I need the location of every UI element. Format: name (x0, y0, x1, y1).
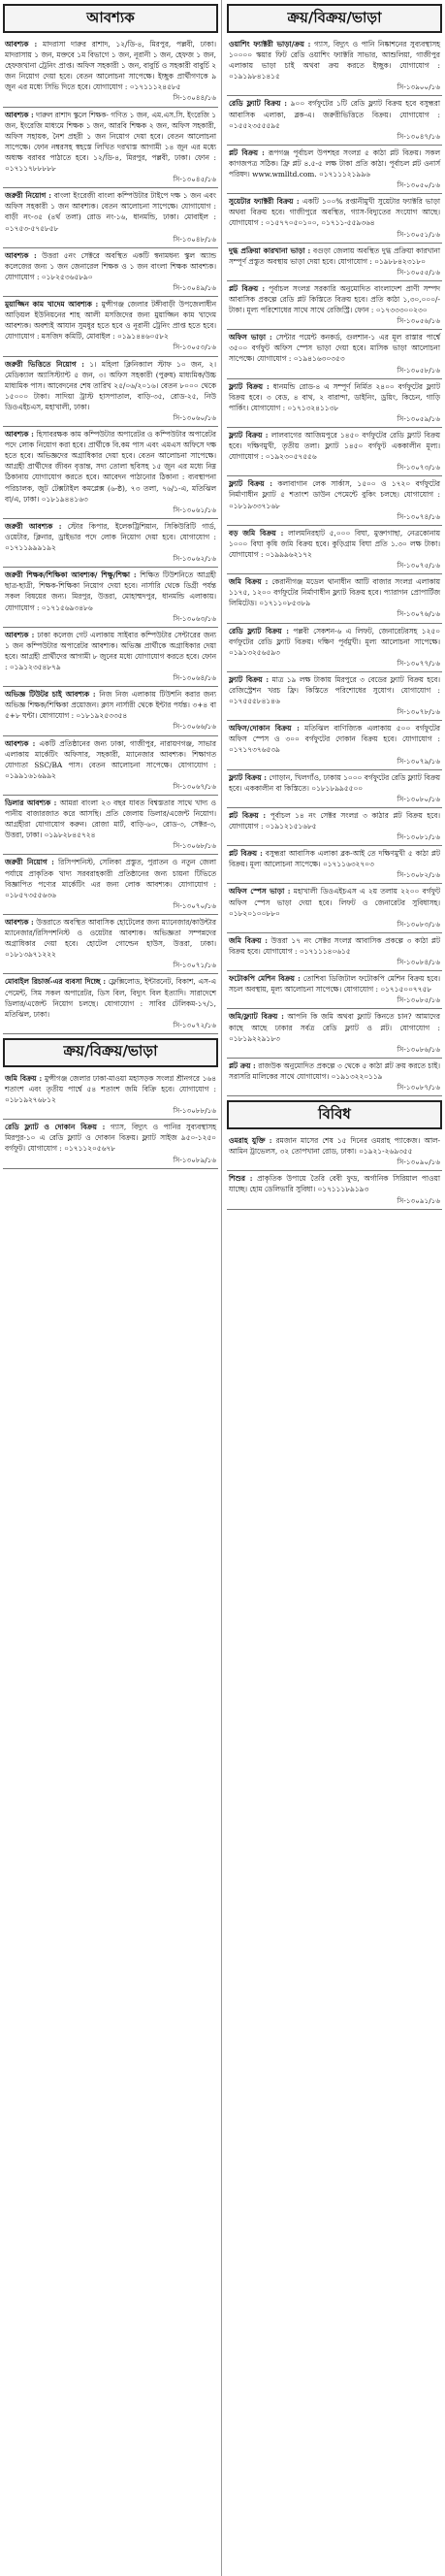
ad-code: সি-১৩০৮১/১৬ (397, 832, 440, 842)
ad-headline: সুয়েটার ফ্যাক্টরী বিক্রয় : (229, 197, 300, 207)
ad-body: মহাখালী ডিওএইচএস এ ২য় তলায় ২২০০ বর্গফুট অফিস স্পেস ভাড়া দেয়া হবে। লিফট ও জেনারেটর সুবিধাসহ। ০১৮২০১০০৮৮০ (229, 887, 440, 918)
ad-headline: জরুরী আবশ্যক : (5, 521, 62, 531)
ad-code: সি-১৩০৬৭/১৬ (173, 781, 216, 791)
classified-ad (227, 428, 442, 476)
classified-ad (227, 1059, 442, 1096)
classified-ad (227, 1133, 442, 1171)
classified-ad (3, 796, 218, 855)
classified-ad (227, 379, 442, 428)
ad-code: সি-১৩০৭৯/১৬ (397, 756, 440, 766)
ad-body: বগুড়া জেলায় অবস্থিত দুগ্ধ প্রক্রিয়া কারখানা সম্পূর্ণ প্রস্তুত অবস্থায় ভাড়া দেয়া হবে। যোগাযোগ : ০১৯৮৮৪২৩১৮০ (229, 245, 440, 266)
section-header-miscellaneous: বিবিধ (227, 1100, 442, 1129)
ad-headline: প্লট বিক্রয় : (229, 147, 265, 157)
ad-headline: দুগ্ধ প্রক্রিয়া কারখানা ভাড়া : (229, 245, 311, 255)
ad-code: সি-১৩০৭৬/১৬ (397, 609, 440, 619)
ad-headline: ফ্ল্যাট বিক্রয় : (229, 674, 270, 684)
ad-body: আপনি কি জমি অথবা ফ্ল্যাট কিনতে চান? আমাদের কাছে আছে ঢাকার সর্বত্র রেডি ফ্ল্যাট ও প্লট। যোগাযোগ : ০১৮১৯২২৯১৮৩ (229, 1012, 441, 1043)
ad-code: সি-১৩০৮৪/১৬ (397, 958, 440, 967)
classified-ad (227, 37, 442, 96)
ad-body: সেন্টার পয়েন্ট কনকর্ড, গুলশান-১ এর মূল রাস্তার পার্শ্বে ৩৫০০ বর্গফুট অফিস স্পেস ভাড়া দেয়া হবে। মাসিক ভাড়া আলোচনা সাপেক্ষে। যোগাযোগ : ০১৯৪১৬৩০৩৫৩ (229, 333, 440, 364)
ad-headline: রেডি ফ্ল্যাট ও দোকান বিক্রয় : (5, 1123, 106, 1132)
ad-code: সি-১৩০৬৬/১৬ (173, 722, 216, 732)
ad-headline: রেডি ফ্ল্যাট বিক্রয় : (229, 99, 288, 109)
classified-ad (227, 330, 442, 378)
ad-code: সি-১৩০৪৫/১৬ (173, 175, 216, 184)
classified-ad (3, 974, 218, 1033)
ad-headline: আবশ্যক : (5, 40, 38, 49)
ad-headline: জমি/ফ্ল্যাট বিক্রয় : (229, 1012, 284, 1022)
classified-ad (3, 915, 218, 974)
classified-ad (3, 855, 218, 914)
ad-body: একটি প্রতিষ্ঠানের জন্য ঢাকা, গাজীপুর, নারায়ণগঞ্জ, সাভার এলাকায় মার্কেটিং অফিসার, সহকারী, ম্যানেজার আবশ্যক। শিক্ষাগত যোগ্যতা SSC/BA পাস। বেতন আলোচনা সাপেক্ষে। যোগাযোগ : ০১৯৯১৬১৬৯৯২ (5, 738, 216, 780)
classified-ad (227, 146, 442, 194)
ad-code: সি-১৩০৯০/১৬ (397, 1158, 440, 1167)
buy-sell-ad-list (3, 1071, 218, 1169)
classified-ad (3, 736, 218, 796)
ad-headline: মোবাইল রিচার্জ-এর ব্যবসা দিচ্ছে : (5, 977, 107, 987)
ad-headline: অফিস স্পেস ভাড়া : (229, 887, 291, 897)
classified-ad (3, 1120, 218, 1168)
ad-code: সি-১৩০৮৯/১৬ (173, 1155, 216, 1164)
ad-code: সি-১৩০৮৮/১৬ (173, 1106, 216, 1116)
ad-headline: জরুরী নিয়োগ : (5, 191, 51, 201)
ad-code: সি-১৩০৫০/১৬ (397, 180, 440, 190)
section-header-buy-sell-rent: ক্রয়/বিক্রয়/ভাড়া (3, 1038, 218, 1067)
ad-headline: আবশ্যক : (5, 430, 34, 440)
ad-headline: অফিস ভাড়া : (229, 333, 272, 342)
ad-code: সি-১৩০৮২/১৬ (397, 870, 440, 880)
classified-ad (3, 628, 218, 687)
ad-body: পূর্বাচল সংলগ্ন সরকারি অনুমোদিত বাংলাদেশ প্রাণী সম্পদ আবাসিক প্রকল্পে রেডি প্লট কিস্তিতে বিক্রয় হবে। প্রতি কাঠা ১,৩০,০০০/- টাকা। মূল্য পরিশোধের সাথে সাথে রেজিস্ট্রি। ফোন : ০১৭৩৩৩০০২৩০ (229, 283, 440, 315)
left-column (3, 0, 218, 1169)
ad-body: উত্তরা ১৭ নং সেক্টর সংলগ্ন আবাসিক প্রকল্পে ৩ কাঠা প্লট বিক্রয় হবে। যোগাযোগ : ০১৭১১১৪০৬১৫ (229, 935, 440, 956)
classified-ad (227, 244, 442, 281)
ad-code: সি-১৩০৮৭/১৬ (397, 1082, 440, 1092)
ad-code: সি-১৩০৬৩/১৬ (173, 613, 216, 623)
ad-body: স্টোর কিপার, ইলেকট্রিশিয়ান, সিকিউরিটি গার্ড, ওয়েটার, ক্লিনার, ড্রাইভার পদে লোক নিয়োগ দেয়া হবে। যোগাযোগ : ০১৭১১৯৯৯১৯২ (5, 521, 216, 553)
ad-body: মতিঝিল বাণিজ্যিক এলাকায় ৫০০ বর্গফুটের অফিস স্পেস ও ৩০০ বর্গফুটের দোকান বিক্রয় হবে। যোগাযোগ : ০১৭১৭৩৭৬৫৩৯ (229, 724, 440, 755)
ad-headline: শিশুর : (229, 1174, 253, 1184)
classified-ad (3, 687, 218, 735)
classified-ad (3, 1071, 218, 1120)
recruitment-ad-list (3, 37, 218, 1034)
ad-code: সি-১৩০৮৬/১৬ (397, 1044, 440, 1054)
ad-headline: ওয়াশিং ফ্যাক্টরী ভাড়া/ক্রয় : (229, 40, 311, 49)
ad-body: মাদরাসা দারুর রাশাদ, ১২/ডি-৪, মিরপুর, পল্লবী, ঢাকা। মাদরাসায় ১ জন, মক্তবে ১ম বিভাগে ১ জন, নূরানী ১ জন, হেফজ ১ জন, হেফজখানা ট্রেনিং প্রাপ্ত। অফিস সহকারী ১ জন, বাবুর্চি ও সহকারী বাবুর্চি ২ জন নিয়োগ দেয়া হবে। বেতন আলোচনা সাপেক্ষে। ইচ্ছুক প্রার্থীগণকে ৯ জুন এর মধ্যে সিভি দিতে হবে। যোগাযোগ : ০১৭১১১২৪৫৮৫ (5, 40, 216, 92)
ad-body: শিক্ষিত টিউশনিতে আগ্রহী ছাত্র-ছাত্রী, শিক্ষক-শিক্ষিকা নিয়োগ দেয়া হবে। নার্সারি থেকে ডিগ্রী পর্যন্ত সকল বিষয়ের জন্য। মিরপুর, উত্তরা, মোহাম্মদপুর, ধানমন্ডি এলাকায়। যোগাযোগ : ০১৭১৫৬৯৩৪৮৬ (5, 571, 216, 612)
buy-sell-ad-list (227, 37, 442, 1096)
ad-code: সি-১৩০৭২/১৬ (173, 1020, 216, 1029)
classified-ad (3, 568, 218, 627)
ad-body: তোশিবা ডিজিটাল ফটোকপি মেশিন বিক্রয় হবে। সচল অবস্থায়, মূল্য আলোচনা সাপেক্ষে। যোগাযোগ : ০১৭১৫০০৭৭৫৮ (229, 974, 440, 995)
ad-headline: অফিস/দোকান বিক্রয় : (229, 724, 300, 734)
ad-body: নিজ নিজ এলাকায় টিউশনি করার জন্য অভিজ্ঞ শিক্ষক/শিক্ষিকা প্রয়োজন। ক্লাস নার্সারী থেকে ইন্টার পর্যন্ত। ৩+৪ বা ৫+৮ ঘন্টা। যোগাযোগ : ০১৮১৯২৫৩৩৫৪ (5, 690, 216, 721)
classified-ad (3, 519, 218, 568)
ad-headline: ফ্ল্যাট বিক্রয় : (229, 479, 272, 489)
ad-headline: ফটোকপি মেশিন বিক্রয় : (229, 974, 301, 984)
ad-code: সি-১৩০৫৯/১৬ (397, 413, 440, 423)
ad-code: সি-১৩০৭৫/১৬ (397, 561, 440, 571)
ad-code: সি-১৩০৯১/১৬ (397, 1195, 440, 1205)
classified-ad (3, 357, 218, 428)
ad-headline: জমি বিক্রয় : (5, 1073, 43, 1083)
ad-headline: প্লট ক্রয় : (229, 1060, 256, 1070)
ad-body: কেরানীগঞ্জ মডেল থানাধীন আটি বাজার সংলগ্ন এলাকায় ১১৭৫, ১২০০ বর্গফুটের নির্মাণাধীন ফ্ল্যাট বিক্রয় হবে। প্যারাগন প্রোপার্টিজ লিমিটেড। ০১৭১১০৮৫৩৮৯ (229, 577, 441, 608)
ad-body: ১। মহিলা ক্লিনিক্যাল স্টাফ ১০ জন, ২। মেডিক্যাল অ্যাসিস্ট্যান্ট ৫ জন, ৩। অফিস সহকারী (পুরুষ) মাধ্যমিক/উচ্চ মাধ্যমিক পাস। আবেদনের শেষ তারিখ ২৫/০৬/২০১৬। বেতন ৮০০০ থেকে ১৫০০০ টাকা। সাদিয়া ট্রাস্ট হাসপাতাল, বাড়ি-৩৫, রোড-২৫, নিউ ডিওএইচএস, মহাখালী, ঢাকা। (5, 359, 216, 411)
ad-code: সি-১৩০৫৮/১৬ (397, 365, 440, 375)
ad-body: বসুন্ধরা আবাসিক এলাকা ব্লক-আই তে দক্ষিণমুখী ৫ কাঠা প্লট বিক্রয়। মূল্য আলোচনা সাপেক্ষে। ০১৭১১৬৩২৭০৩ (229, 849, 440, 869)
ad-body: মাত্র ১৯ লক্ষ টাকায় মিরপুরে ৩ বেডের ফ্ল্যাট বিক্রয় হবে। রেজিস্ট্রেশন খরচ ফ্রি। কিস্তিতে পরিশোধের সুযোগ। যোগাযোগ : ০১৭৫৫৫৮৪১৪৬ (229, 674, 441, 706)
ad-code: সি-১৩০৭৩/১৬ (397, 463, 440, 473)
ad-headline: বড় জমি বিক্রয় : (229, 528, 284, 538)
ad-body: আমরা বাংলা ২৩ বছর যাবত বিশ্বস্ততার সাথে খাদ্য ও পানীয় বাজারজাত করে আসছি। প্রতি জেলায় ডিলার/এজেন্ট নিয়োগ। আগ্রহীরা যোগাযোগ করুন। রোজা মার্ট, বাড়ি-৬০, রোড-৩, সেক্টর-৩, উত্তরা, ঢাকা। ০১৯৮২৮৪৫৭২৪ (5, 799, 216, 840)
ad-headline: ফ্ল্যাট বিক্রয় : (229, 431, 269, 440)
ad-headline: আবশ্যক : (5, 250, 37, 260)
ad-code: সি-১৩০৭৪/১৬ (397, 511, 440, 521)
classified-ad (227, 808, 442, 846)
ad-code: সি-১৩৯০০/১৬ (397, 82, 440, 92)
ad-headline: প্লট বিক্রয় : (229, 810, 267, 820)
classified-ad (227, 194, 442, 243)
ad-headline: প্লট বিক্রয় : (229, 283, 266, 293)
ad-code: সি-১৩০৫৩/১৬ (173, 342, 216, 352)
ad-headline: ডিলার আবশ্যক : (5, 799, 57, 807)
ad-body: রাজউক অনুমোদিত প্রকল্পে ৩ থেকে ৫ কাঠা প্লট ক্রয় করতে চাই। সরাসরি মালিকের সাথে যোগাযোগ। ০১৯১৩২২০১১৯ (229, 1060, 440, 1081)
section-header-buy-sell-rent: ক্রয়/বিক্রয়/ভাড়া (227, 4, 442, 33)
classified-ad (227, 574, 442, 623)
miscellaneous-ad-list (227, 1133, 442, 1210)
ad-code: সি-১৩০৬০/১৬ (173, 413, 216, 422)
ad-code: সি-১৩০৫৬/১৬ (397, 316, 440, 326)
classified-ad (3, 188, 218, 247)
ad-body: গ্যাস, বিদ্যুৎ ও পানি নিষ্কাশনের সুব্যবস্থাসহ ১০০০০ স্কয়ার ফিট রেডি ওয়াশিং ফ্যাক্টরি সাভার, আশুলিয়া, গাজীপুর এলাকায় ভাড়া চাই অথবা ক্রয় করতে ইচ্ছুক। যোগাযোগ : ০১৯১৯৮৪১৪১৫ (229, 40, 440, 82)
ad-headline: ফ্ল্যাট বিক্রয় : (229, 381, 270, 391)
classified-ad (227, 672, 442, 721)
right-column (227, 0, 442, 1210)
section-header-recruitment: আবশ্যক (3, 4, 218, 33)
ad-code: সি-১৩০৮৫/১৬ (397, 995, 440, 1005)
ad-code: সি-১৩০৬৮/১৬ (173, 841, 216, 851)
ad-body: বাংলা ইংরেজী বাংলা কম্পিউটার টাইপে দক্ষ ১ জন এবং অফিস সহকারী ১ জন আবশ্যক। বেতন আলোচনা সাপেক্ষে। যোগাযোগ : বাড়ী নং-৩৫ (৪র্থ তলা) রোড নং-১৬, ধানমন্ডি, ঢাকা। মোবাইল : ০১৭৫৩-৫৭৫৮৫৮ (5, 191, 216, 233)
ad-code: সি-১৩০৭৮/১৬ (397, 707, 440, 717)
classified-ad (227, 96, 442, 145)
classified-ad (227, 884, 442, 932)
ad-code: সি-১৩০৪৯/১৬ (173, 282, 216, 292)
ad-body: পল্লবী সেকশন-৬ এ লিফট, জেনারেটরসহ ১২৫০ বর্গফুটের রেডি ফ্ল্যাট বিক্রয়। দক্ষিণ পূর্বমুখী। মূল্য আলোচনা সাপেক্ষে। ০১৯১৩২৫৬৫৯৩ (229, 626, 440, 657)
classified-ad (3, 108, 218, 189)
ad-code: সি-১৩০৬১/১৬ (173, 505, 216, 514)
ad-body: পূর্বাচল ১৪ নং সেক্টর সংলগ্ন ৩ কাঠার প্লট বিক্রয় হবে। যোগাযোগ : ০১৯১২১৫১৬৮৫ (229, 810, 440, 831)
ad-code: সি-১৩০৪৪/১৬ (173, 93, 216, 103)
ad-body: উত্তরা ৫নং সেক্টরে অবস্থিত একটি স্বনামধন্য স্কুল অ্যান্ড কলেজের জন্য ১ জন জেনারেল শিক্ষক ও ১ জন বাংলা শিক্ষক আবশ্যক। যোগাযোগ : ০১৮২৫৩৬৫৮৯০ (5, 250, 216, 281)
ad-headline: মুয়াজ্জিন কাম খাদেম আবশ্যক : (5, 300, 99, 310)
ad-code: সি-১৩০৭০/১৬ (173, 900, 216, 910)
ad-code: সি-১৩০৪৭/১৬ (397, 131, 440, 141)
classified-ad (227, 526, 442, 574)
ad-body: কলাবাগান লেক সার্কাস, ১৫০০ ও ১৭২০ বর্গফুটের নির্মাণাধীন ফ্ল্যাট ৫ শতাংশ ডাউন পেমেন্টে বুকিং চলছে। যোগাযোগ : ০১৮১৯৩৩৭১৬৮ (229, 479, 440, 510)
ad-body: ধানমন্ডি রোড-৪ এ সম্পূর্ণ নির্মিত ২৪০০ বর্গফুটের ফ্ল্যাট বিক্রয় হবে। ৩ বেড, ৪ বাথ, ২ বারান্দা, ডাইনিং, ড্রয়িং, কিচেন, গাড়ি পার্কিং। যোগাযোগ : ০১৭১৩২৪১১৩৮ (229, 381, 440, 412)
ad-headline: আবশ্যক : (5, 917, 34, 927)
classified-ad (227, 846, 442, 884)
ad-body: মুন্সীগঞ্জ জেলার টঙ্গীবাড়ী উপজেলাধীন আড়িয়ল ইউনিয়নের শাহ আলী মসজিদের জন্য মুয়াজ্জিন কাম খাদেম আবশ্যক। অবশ্যই আযান সুমধুর হতে হবে ও নূরানী ট্রেনিং প্রাপ্ত হতে হবে। যোগাযোগ : মসজিদ কমিটি, মোবাইল : ০১৯১৪৪৬০৫৮২ (5, 300, 216, 342)
ad-code: সি-১৩০৫৫/১৬ (397, 267, 440, 277)
ad-code: সি-১৩০৭৭/১৬ (397, 658, 440, 668)
ad-body: ঢাকা কলেজ গেট এলাকায় সাইবার কম্পিউটার সেন্টারের জন্য ১ জন কম্পিউটার অপারেটর আবশ্যক। অভিজ্ঞ প্রার্থীকে অগ্রাধিকার দেয়া হবে। আগ্রহী প্রার্থীদের আগামী ৮ জুনের মধ্যে যোগাযোগ করতে হবে। ফোন : ০১৯১২৩৫৪৮৭৯ (5, 630, 216, 671)
ad-body: ফ্লেক্সিলোড, ইন্টারনেট, বিকাশ, এস-এ পেমেন্ট, সিম সকল অপারেটর, ডিস বিল, বিদ্যুৎ বিল ইত্যাদি। সারাদেশে ডিলার/এজেন্ট নিয়োগ চলছে। যোগাযোগ : সাবির টেলিকম-১৭/১, মতিঝিল, ঢাকা। (5, 977, 216, 1019)
ad-headline: রেডি ফ্ল্যাট বিক্রয় : (229, 626, 289, 636)
classified-ad (227, 770, 442, 808)
classified-ad (227, 281, 442, 330)
ad-headline: ওমরাহ যুক্তি : (229, 1136, 272, 1146)
ad-body: রূপগঞ্জ পূর্বাচল উপশহর সংলগ্ন ৫ কাঠা প্লট বিক্রয়। সকল কাগজপত্র সঠিক। ফ্রি প্লট ৪.৫-৫ লক্ষ টাকা প্রতি কাঠা। পূর্বাচল প্লট ওনার্স পরিষদ। www.wmlltd.com. ০১৭১১১২১৯৯৬ (229, 147, 440, 179)
ad-code: সি-১৩০৬২/১৬ (173, 554, 216, 564)
ad-headline: অভিজ্ঞ টিউটর চাই আবশ্যক : (5, 690, 96, 700)
ad-body: গোড়ান, খিলগাঁও, ঢাকায় ১০০০ বর্গফুটের রেডি ফ্ল্যাট বিক্রয় হবে। এককালীন বা কিস্তিতে। ০১৮১৮৯৯৫৫০০ (229, 772, 440, 793)
ad-code: সি-১৩০৮৩/১৬ (397, 919, 440, 929)
ad-body: লালবাগের আজিমপুরে ১৪৫০ বর্গফুটের রেডি ফ্ল্যাট বিক্রয় হবে। দক্ষিণমুখী, তৃতীয় তলা। ফ্ল্যাট ১৪৫০ বর্গফুট এককালীন মূল্য। যোগাযোগ : ০১৯২৩০৫৭৫৫৬ (229, 431, 440, 462)
ad-body: গ্যাস, বিদ্যুৎ ও পানির সুব্যবস্থাসহ মিরপুর-১০ এ রেডি ফ্ল্যাট ও দোকান বিক্রয়। ফ্ল্যাট সাইজ ৯৫০-১২৫০ বর্গফুট। যোগাযোগ : ০১৭১১২০৫৬৭৮ (5, 1123, 216, 1154)
classified-ad (227, 971, 442, 1009)
ad-headline: ফ্ল্যাট বিক্রয় : (229, 772, 267, 782)
classified-ad (3, 248, 218, 297)
ad-body: হিসাবরক্ষক কাম কম্পিউটার অপারেটর ও কম্পিউটার অপারেটর পদে লোক নিয়োগ করা হবে। প্রার্থীকে বি.কম পাস এবং এমএস অফিসে দক্ষ হতে হবে। অভিজ্ঞদের অগ্রাধিকার দেয়া হবে। বেতন আলোচনা সাপেক্ষে। আগ্রহী প্রার্থীদের জীবন বৃত্তান্ত, সদ্য তোলা ছবিসহ ১৫ জুন এর মধ্যে নিম্ন ঠিকানায় যোগাযোগ করতে হবে। আবেদন পাঠানোর ঠিকানা : ব্যবস্থাপনা পরিচালক, জুট টেক্সটাইল কমপ্লেক্স (৬-ষ্ঠ), ৭৩ তলা, ৭৬/১-এ, মতিঝিল বা/এ, ঢাকা। ০১৮১৯৪৪১৬৩ (5, 430, 216, 504)
ad-body: দারুল রাশাদ স্কুলে শিক্ষক- গণিত ১ জন, এম.এস.সি. ইংরেজি ১ জন, ইংরেজি মাধ্যমে শিক্ষক ১ জন, আরবি শিক্ষক ২ জন, অফিস সহকারী, অফিস সহায়ক, নৈশ প্রহরী ১ জন নিয়োগ দেয়া হবে। বেতন আলোচনা সাপেক্ষে। ফোন নম্বরসহ স্বহস্তে লিখিত দরখাস্ত আগামী ১৪ জুন এর মধ্যে অধ্যক্ষ বরাবর পাঠাতে হবে। ১২/ডি-৪, মিরপুর, পল্লবী, ঢাকা। ফোন : ০১৭১১৭৮৮৮৮৮ (5, 110, 216, 174)
ad-body: একটি ১০০% রপ্তানীমুখী সুয়েটার ফ্যাক্টরি ভাড়া অথবা বিক্রয় হবে। গাজীপুরে অবস্থিত, গ্যাস-বিদ্যুতের সংযোগ আছে। যোগাযোগ : ০১৫৭৭০৫০১০০, ০১৭১১-৫৫৯৩৬৪ (229, 197, 441, 228)
classified-ad (227, 476, 442, 525)
ad-code: সি-১৩০৪৮/১৬ (173, 234, 216, 244)
ad-headline: জরুরী শিক্ষক/শিক্ষিকা আবশ্যক/ শিক্ষু/শিক্ষা : (5, 571, 137, 580)
ad-headline: জরুরী ভিত্তিতে নিয়োগ : (5, 359, 84, 369)
classified-ad (227, 624, 442, 672)
ad-body: ৯০০ বর্গফুটের ১টি রেডি ফ্ল্যাট বিক্রয় হবে বসুন্ধরা আবাসিক এলাকা, ব্লক-এ। জরুরীভিত্তিতে বিক্রয়। যোগাযোগ : ০১৫৫২৩৫৫৫৯৫ (229, 99, 440, 130)
classified-ad (227, 721, 442, 769)
column-divider (221, 0, 222, 2576)
ad-body: মুন্সীগঞ্জ জেলার ঢাকা-মাওয়া মহাসড়ক সংলগ্ন শ্রীনগরে ১৬৪ শতাংশ এবং তৃতীয় পার্শ্বে ৫৪ শতাংশ জমি বিক্রি হবে। যোগাযোগ : ০১৮১৯২৭৬৮১২ (5, 1073, 217, 1105)
ad-headline: জমি বিক্রয় : (229, 935, 268, 945)
classified-ad (3, 427, 218, 519)
ad-code: সি-১৩০৮০/১৬ (397, 794, 440, 803)
classified-ad (3, 297, 218, 356)
classified-ad (227, 933, 442, 971)
classified-ad (227, 1171, 442, 1209)
ad-headline: আবশ্যক : (5, 738, 36, 748)
ad-headline: আবশ্যক : (5, 630, 35, 639)
ad-body: উত্তরাতে অবস্থিত আবাসিক হোটেলের জন্য ম্যানেজার/কাউন্টার ম্যানেজার/রিসিপশনিস্ট ও ওয়েটার আবশ্যক। অভিজ্ঞতা সম্পন্নদের অগ্রাধিকার দেয়া হবে। হোটেল গোল্ডেন হাউস, উত্তরা, ঢাকা। ০১৮১৩৯৭১২২২ (5, 917, 216, 960)
ad-headline: জমি বিক্রয় : (229, 577, 269, 587)
ad-code: সি-১৩০৬৪/১৬ (173, 673, 216, 683)
ad-code: সি-১৩০৭১/১৬ (173, 961, 216, 970)
ad-body: রমজান মাসের শেষ ১৫ দিনের ওমরাহ প্যাকেজ। আল-আমিন ট্রাভেলস, ৩২ তোপখানা রোড, ঢাকা। ০১৯২১-২৬৯৩৫৫ (229, 1136, 440, 1157)
ad-body: রিসিপশনিস্ট, সেলিকা প্রস্তুত, পুরাতন ও নতুন জেলা পর্যায়ে প্রাকৃতিক খাদ্য সরবরাহকারী প্রতিষ্ঠানের জন্য চায়না টিভিতে বিজ্ঞাপিত পণ্যের মার্কেটিং এর জন্য লোক আবশ্যক। যোগাযোগ : ০১৮৫৭৩৫৫৬৩৬ (5, 858, 216, 899)
classified-ad (227, 1009, 442, 1058)
ad-headline: প্লট বিক্রয় : (229, 849, 263, 859)
ad-body: লালমনিরহাট ৫,০০০ বিঘা, মুক্তাগাছা, নেত্রকোনায় ১০০০ বিঘা কৃষি জমি বিক্রয় হবে। কুড়িগ্রাম বিঘা প্রতি ১.৩০ লক্ষ টাকা। যোগাযোগ : ০১৯৯৯৬২১৭২ (229, 528, 440, 559)
ad-headline: জরুরী নিয়োগ : (5, 858, 54, 867)
classified-ad (3, 37, 218, 108)
ad-body: প্রাকৃতিক উপায়ে তৈরি বেবী ফুড, অর্গানিক সিরিয়াল পাওয়া যাচ্ছে। হোম ডেলিভারি সুবিধা। ০১৭১১১৮৯১৯৩ (229, 1174, 440, 1194)
ad-code: সি-১৩০৫১/১৬ (397, 229, 440, 239)
ad-headline: আবশ্যক : (5, 110, 34, 119)
